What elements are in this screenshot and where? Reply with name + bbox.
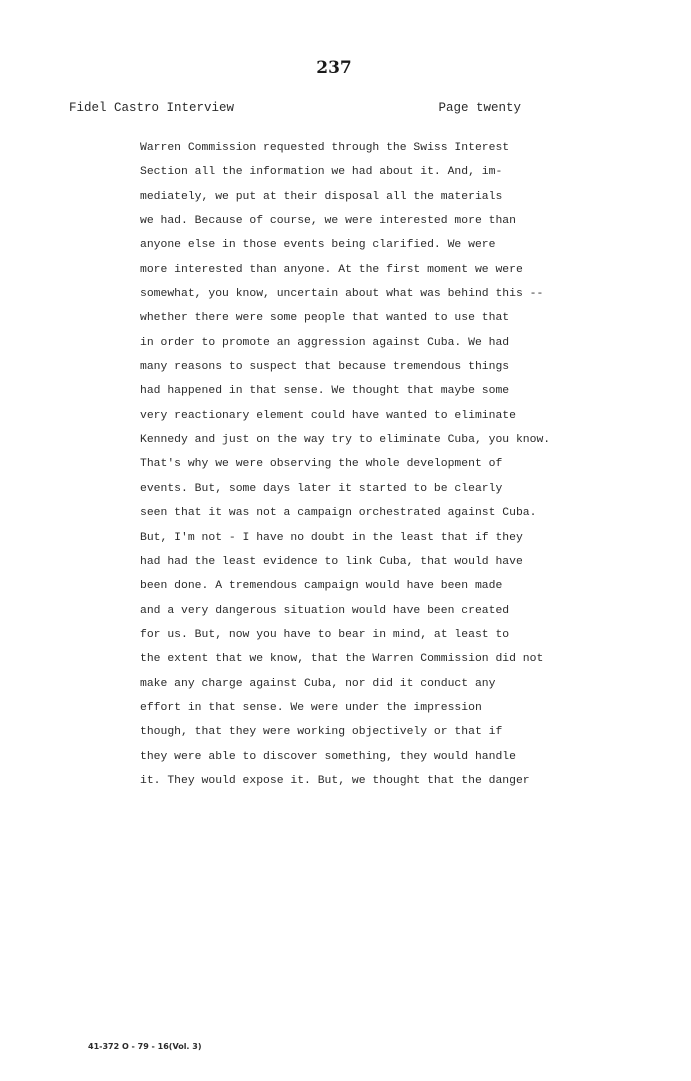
text-line: and a very dangerous situation would have been created [140, 604, 510, 617]
text-line: it. They would expose it. But, we thought that the danger [140, 774, 530, 787]
text-line: in order to promote an aggression against Cuba. We had [140, 336, 510, 349]
text-line: somewhat, you know, uncertain about what was behind this -- [140, 288, 544, 301]
text-line: very reactionary element could have wanted to eliminate [140, 409, 516, 422]
text-line: seen that it was not a campaign orchestrated against Cuba. [140, 507, 537, 520]
text-line: the extent that we know, that the Warren Commission did not [140, 653, 544, 666]
text-line: make any charge against Cuba, nor did it conduct any [140, 677, 496, 690]
text-line: had happened in that sense. We thought that maybe some [140, 385, 510, 398]
text-line: they were able to discover something, they would handle [140, 750, 516, 763]
document-title: Fidel Castro Interview [69, 101, 235, 115]
text-line: had had the least evidence to link Cuba, that would have [140, 555, 523, 568]
text-line: we had. Because of course, we were interested more than [140, 215, 516, 228]
text-line: many reasons to suspect that because tremendous things [140, 361, 510, 374]
transcript-body [140, 136, 590, 793]
text-line: events. But, some days later it started to be clearly [140, 482, 503, 495]
text-line: Warren Commission requested through the Swiss Interest [140, 142, 510, 154]
text-line: Kennedy and just on the way try to eliminate Cuba, you know. [140, 434, 551, 447]
text-line: effort in that sense. We were under the impression [140, 701, 482, 714]
page-label: Page twenty [438, 101, 521, 115]
print-code-footer: 41-372 O - 79 - 16(Vol. 3) [88, 1042, 202, 1051]
text-line: Section all the information we had about it. And, im- [140, 166, 503, 179]
text-line: whether there were some people that wanted to use that [140, 312, 510, 325]
text-line: for us. But, now you have to bear in mind, at least to [140, 628, 510, 641]
text-line: But, I'm not - I have no doubt in the least that if they [140, 531, 523, 544]
text-line: mediately, we put at their disposal all the materials [140, 190, 503, 203]
text-line: though, that they were working objectively or that if [140, 726, 503, 739]
text-line: That's why we were observing the whole development of [140, 458, 503, 471]
text-line: more interested than anyone. At the first moment we were [140, 263, 523, 276]
running-header [69, 101, 521, 117]
text-line: been done. A tremendous campaign would have been made [140, 580, 503, 593]
text-line: anyone else in those events being clarified. We were [140, 239, 496, 252]
page-number: 237 [316, 58, 352, 78]
